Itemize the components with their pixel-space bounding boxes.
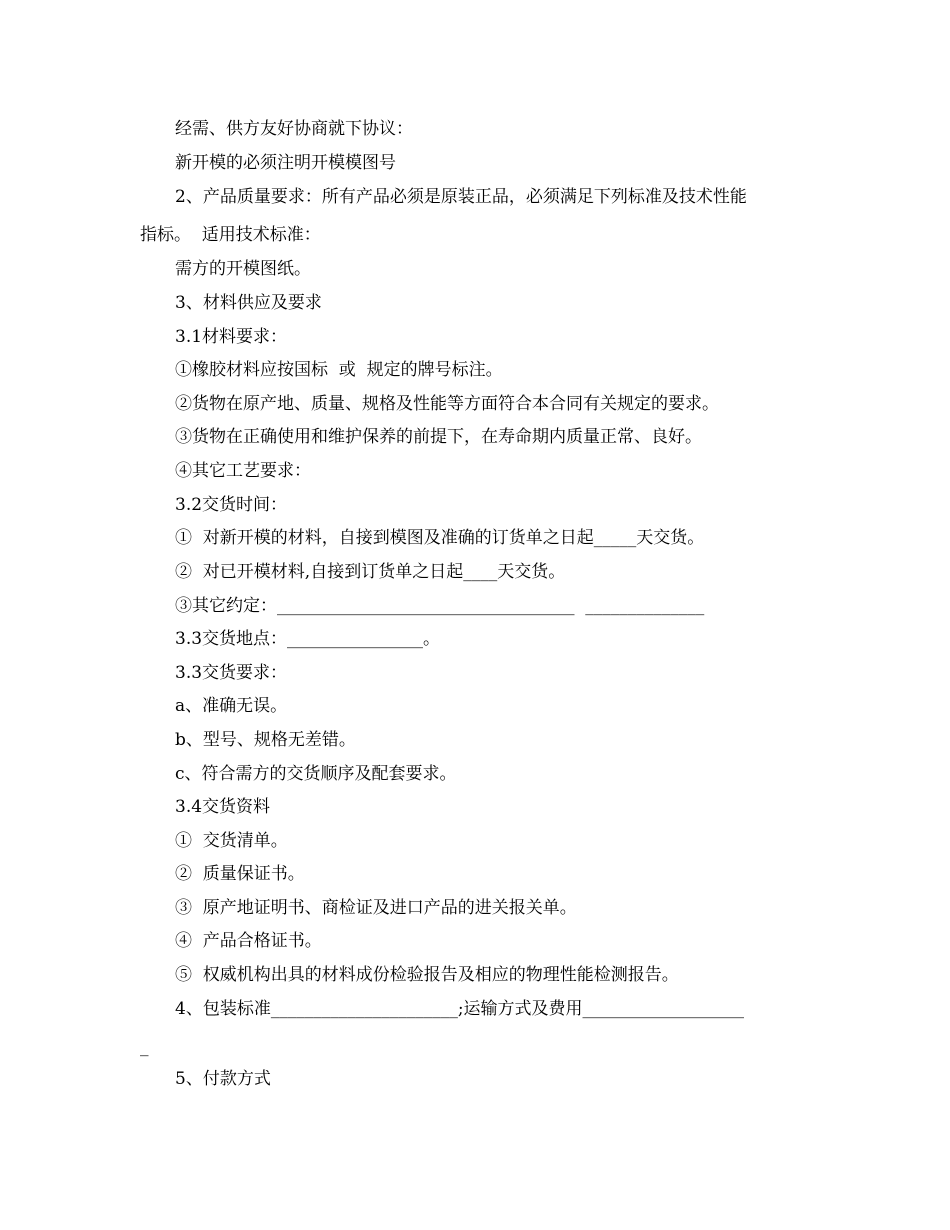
section-3-heading: 3、材料供应及要求 [175, 293, 322, 313]
item-new-mold-delivery: ① 对新开模的材料，自接到模图及准确的订货单之日起_____天交货。 [175, 528, 705, 548]
delivery-location: 3.3交货地点：________________。 [175, 629, 441, 649]
section-3-1-heading: 3.1材料要求： [175, 327, 288, 347]
item-goods-usage: ③货物在正确使用和维护保养的前提下，在寿命期内质量正常、良好。 [175, 427, 702, 447]
item-process-requirements: ④其它工艺要求： [175, 461, 311, 481]
item-delivery-order: c、符合需方的交货顺序及配套要求。 [175, 764, 457, 784]
section-4-heading: 4、包装标准______________________;运输方式及费用___________________ [175, 999, 745, 1019]
section-2-continuation: 指标。 适用技术标准： [140, 225, 321, 245]
item-delivery-list: ① 交货清单。 [175, 831, 288, 851]
item-goods-origin: ②货物在原产地、质量、规格及性能等方面符合本合同有关规定的要求。 [175, 394, 719, 414]
paragraph-mold-drawing: 新开模的必须注明开模模图号 [175, 153, 396, 173]
item-accurate: a、准确无误。 [175, 696, 288, 716]
item-model-spec: b、型号、规格无差错。 [175, 730, 356, 750]
item-inspection-report: ⑤ 权威机构出具的材料成份检验报告及相应的物理性能检测报告。 [175, 965, 679, 985]
paragraph-mold-drawings: 需方的开模图纸。 [175, 259, 311, 279]
item-other-terms: ③其它约定：___________________________________ ______________ [175, 596, 705, 616]
item-quality-certificate: ② 质量保证书。 [175, 864, 305, 884]
section-5-heading: 5、付款方式 [175, 1069, 271, 1089]
section-3-3-heading: 3.3交货要求： [175, 663, 288, 683]
section-3-2-heading: 3.2交货时间： [175, 495, 288, 515]
item-rubber-material: ①橡胶材料应按国标 或 规定的牌号标注。 [175, 360, 503, 380]
item-origin-certificate: ③ 原产地证明书、商检证及进口产品的进关报关单。 [175, 898, 577, 918]
item-existing-mold-delivery: ② 对已开模材料,自接到订货单之日起____天交货。 [175, 562, 566, 582]
section-3-4-heading: 3.4交货资料 [175, 797, 271, 817]
paragraph-intro: 经需、供方友好协商就下协议： [175, 119, 413, 139]
section-4-continuation: _ [140, 1037, 149, 1057]
item-product-certificate: ④ 产品合格证书。 [175, 931, 322, 951]
section-2-heading: 2、产品质量要求：所有产品必须是原装正品，必须满足下列标准及技术性能 [175, 187, 747, 207]
